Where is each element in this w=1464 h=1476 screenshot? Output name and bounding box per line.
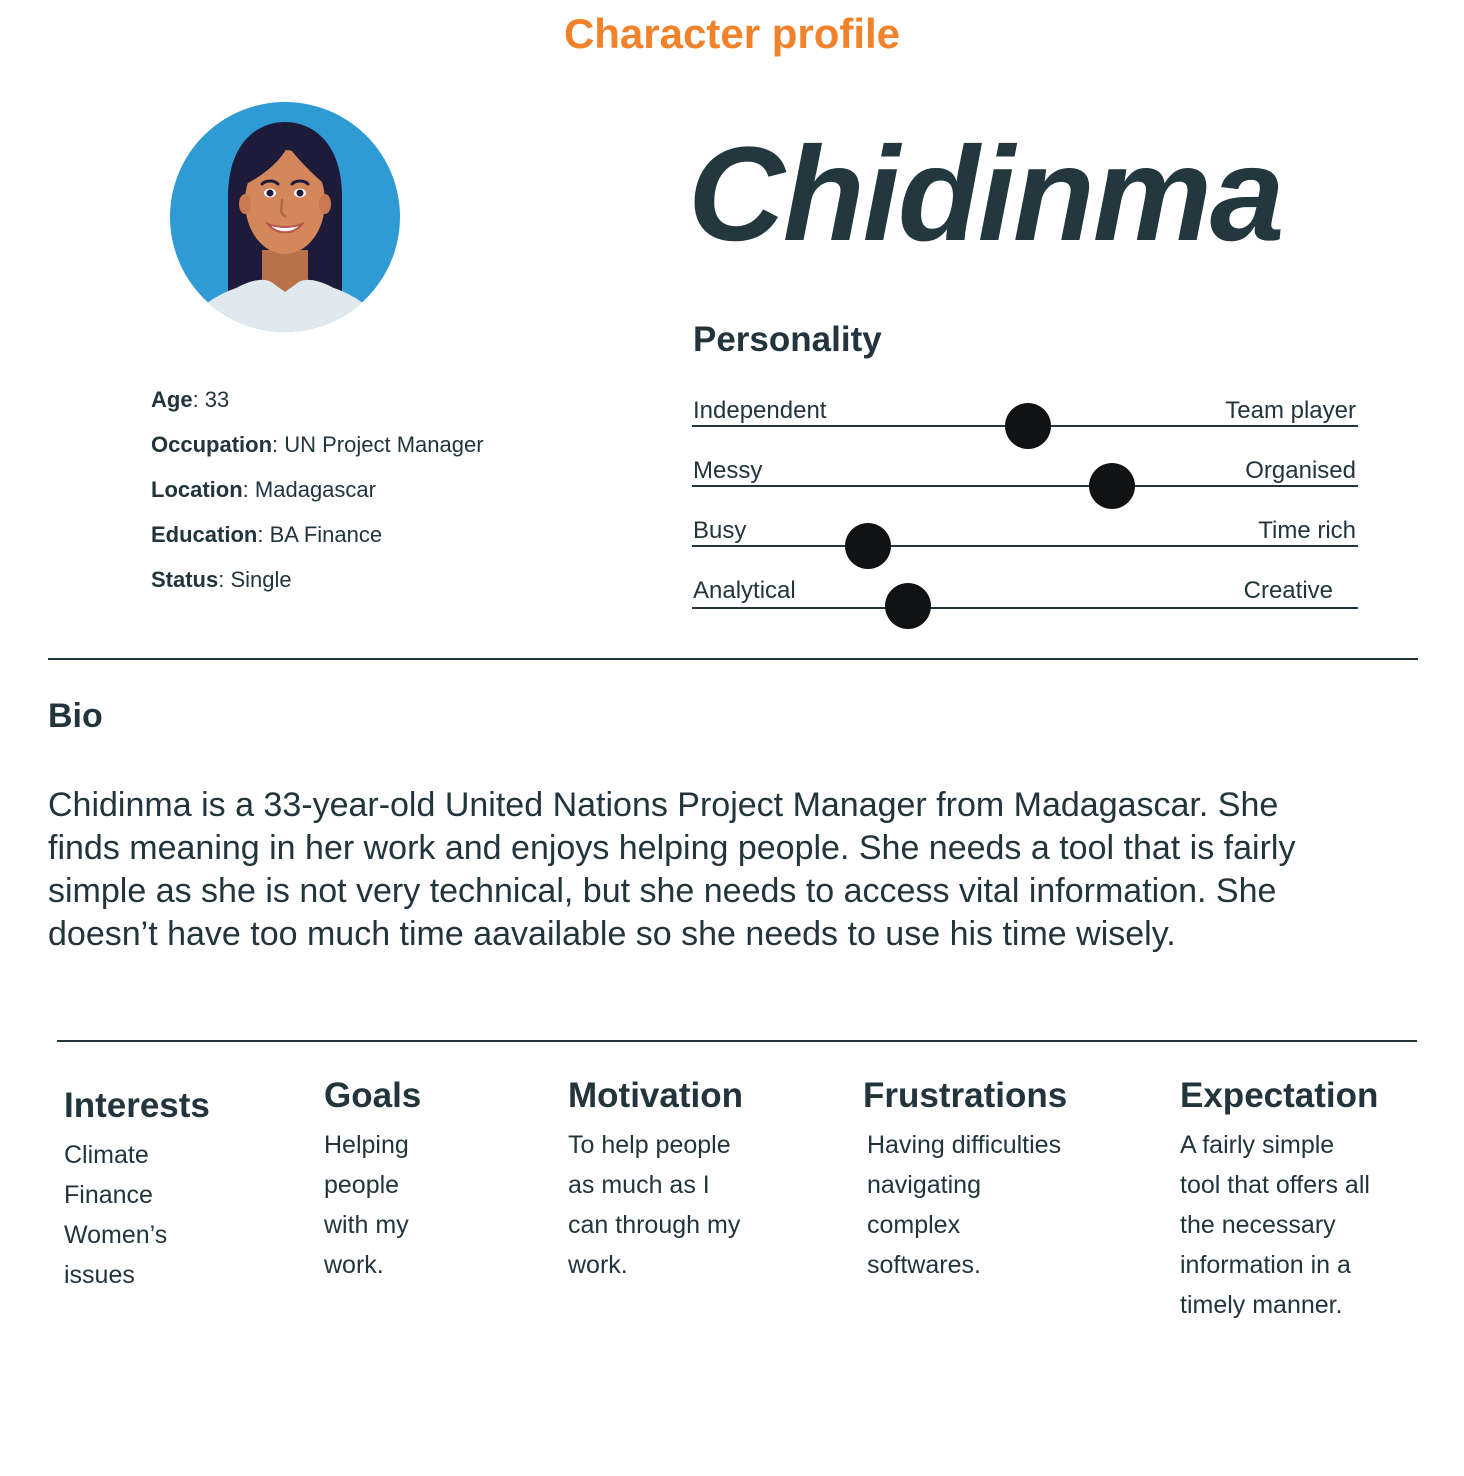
- trait-left-label: Messy: [693, 457, 763, 484]
- trait-knob[interactable]: [885, 583, 931, 629]
- avatar: [170, 102, 400, 332]
- fact-label: Occupation: [151, 432, 273, 457]
- section-line: A fairly simple: [1180, 1131, 1335, 1159]
- fact-label: Age: [151, 387, 193, 412]
- section-goals: [324, 1075, 421, 1285]
- bio-heading: Bio: [48, 697, 103, 735]
- section-line: work.: [324, 1251, 384, 1279]
- facts-list: [151, 385, 484, 610]
- fact-location: Location: Madagascar: [151, 477, 376, 502]
- fact-label: Location: [151, 477, 243, 502]
- section-heading: Goals: [324, 1076, 422, 1115]
- divider-bottom: [57, 1040, 1417, 1042]
- trait-line: [692, 485, 1358, 487]
- fact-education: Education: BA Finance: [151, 522, 383, 547]
- section-line: work.: [568, 1251, 628, 1279]
- trait-knob[interactable]: [1089, 463, 1135, 509]
- trait-left-label: Analytical: [693, 577, 796, 604]
- page-title: Character profile: [563, 10, 901, 57]
- persona-name: Chidinma: [688, 120, 1283, 269]
- fact-value: BA Finance: [269, 522, 383, 547]
- section-line: Women’s: [64, 1221, 168, 1249]
- section-line: people: [324, 1171, 400, 1199]
- trait-right-label: Organised: [1245, 457, 1356, 484]
- trait-line: [692, 545, 1358, 547]
- section-heading: Motivation: [568, 1076, 743, 1115]
- trait-knob[interactable]: [845, 523, 891, 569]
- section-line: complex: [867, 1211, 961, 1239]
- trait-busy-time-rich: [692, 516, 1358, 556]
- personality-heading: Personality: [693, 320, 882, 359]
- trait-line: [692, 607, 1358, 609]
- trait-right-label: Team player: [1225, 397, 1356, 424]
- section-line: Helping: [324, 1131, 409, 1159]
- bio-line: doesn’t have too much time aavailable so she needs to use his time wisely.: [48, 915, 1176, 953]
- section-heading: Interests: [64, 1086, 210, 1125]
- fact-value: Single: [230, 567, 292, 592]
- section-line: tool that offers all: [1180, 1171, 1370, 1199]
- section-line: To help people: [568, 1131, 731, 1159]
- section-line: can through my: [568, 1211, 741, 1239]
- trait-knob[interactable]: [1005, 403, 1051, 449]
- fact-occupation: Occupation: UN Project Manager: [151, 432, 484, 457]
- bio-line: Chidinma is a 33-year-old United Nations Project Manager from Madagascar. She: [48, 786, 1279, 824]
- fact-status: Status: Single: [151, 567, 292, 592]
- trait-independent-team-player: [692, 396, 1358, 436]
- section-line: as much as I: [568, 1171, 710, 1199]
- fact-value: UN Project Manager: [284, 432, 484, 457]
- bio-line: simple as she is not very technical, but she needs to access vital information. She: [48, 872, 1277, 910]
- trait-analytical-creative: [692, 576, 1358, 616]
- trait-right-label: Creative: [1243, 577, 1333, 604]
- section-frustrations: [863, 1075, 1067, 1285]
- section-motivation: [568, 1075, 743, 1285]
- section-line: softwares.: [867, 1251, 981, 1279]
- fact-label: Education: [151, 522, 258, 547]
- fact-value: Madagascar: [254, 477, 376, 502]
- fact-age: Age: 33: [151, 387, 230, 412]
- section-line: issues: [64, 1261, 135, 1289]
- bio-line: finds meaning in her work and enjoys helping people. She needs a tool that is fairly: [48, 829, 1296, 867]
- section-line: navigating: [867, 1171, 981, 1199]
- section-heading: Expectation: [1180, 1076, 1379, 1115]
- section-expectation: [1180, 1075, 1378, 1325]
- fact-label: Status: [151, 567, 219, 592]
- trait-messy-organised: [692, 456, 1358, 496]
- divider-top: [48, 658, 1418, 660]
- section-line: Climate: [64, 1141, 149, 1169]
- section-interests: [64, 1085, 210, 1295]
- fact-value: 33: [204, 387, 230, 412]
- section-line: timely manner.: [1180, 1291, 1343, 1319]
- section-line: Finance: [64, 1181, 153, 1209]
- section-line: with my: [324, 1211, 409, 1239]
- section-heading: Frustrations: [863, 1076, 1068, 1115]
- bio-text: [48, 784, 1408, 956]
- trait-right-label: Time rich: [1258, 517, 1356, 544]
- section-line: the necessary: [1180, 1211, 1336, 1239]
- section-line: Having difficulties: [867, 1131, 1062, 1159]
- trait-left-label: Independent: [693, 397, 827, 424]
- section-line: information in a: [1180, 1251, 1351, 1279]
- trait-left-label: Busy: [693, 517, 747, 544]
